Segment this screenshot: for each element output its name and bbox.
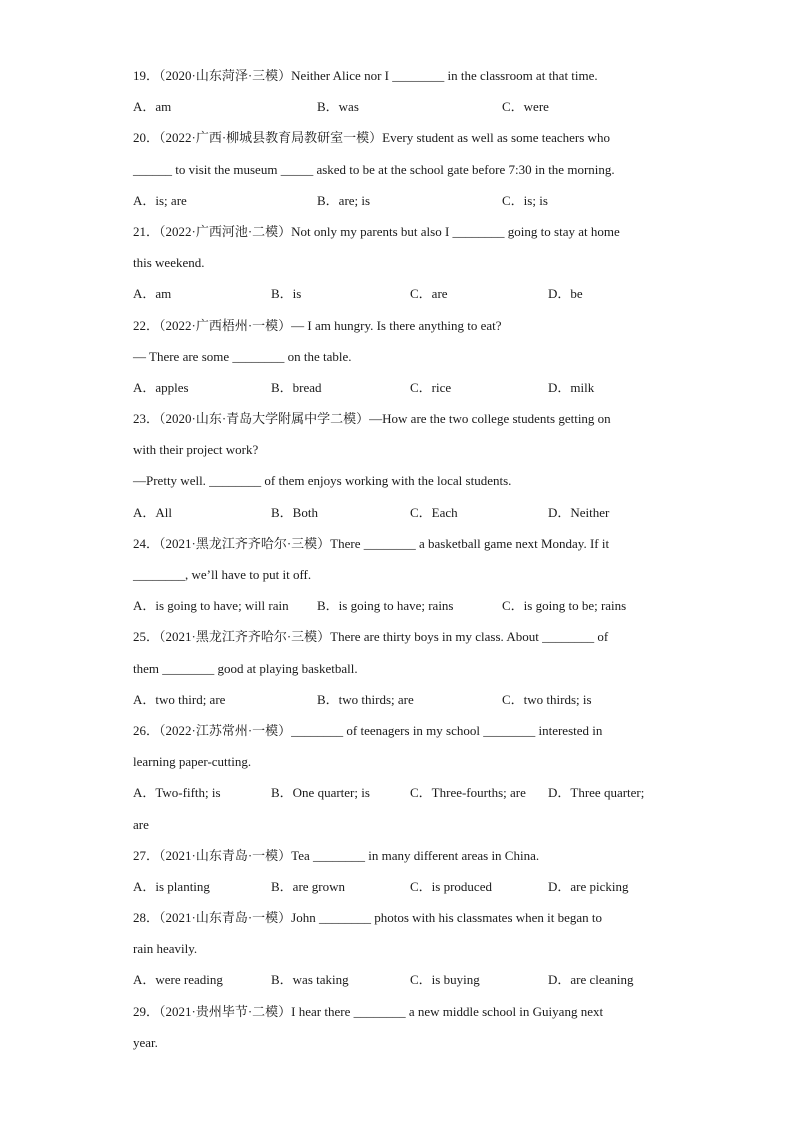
answer-option[interactable]: A．two third; are [133,691,226,707]
answer-option[interactable]: B．Both [271,504,318,520]
answer-option[interactable]: B．two thirds; are [317,691,414,707]
question-sheet [133,60,663,1058]
question-block [133,715,663,840]
answer-option[interactable]: C．rice [410,379,452,395]
answer-option[interactable]: A．is planting [133,878,210,894]
answer-option[interactable]: B．was [317,99,359,115]
answer-option[interactable]: A．am [133,99,172,115]
question-stem: 23．（2020·山东·青岛大学附属中学二模）—How are the two college students getting on [133,411,611,427]
options-row [133,684,663,715]
question-block [133,996,663,1058]
answer-option[interactable]: C．is buying [410,972,480,988]
options-row [133,91,663,122]
answer-option[interactable]: C．were [502,99,549,115]
answer-option[interactable]: C．is; is [502,192,548,208]
answer-option[interactable]: A．am [133,286,172,302]
options-row [133,278,663,309]
answer-option[interactable]: A．is; are [133,192,187,208]
answer-option[interactable]: B．bread [271,379,322,395]
question-stem-continued: learning paper-cutting. [133,754,252,770]
question-stem-continued: ________, we’ll have to put it off. [133,567,312,582]
question-stem: 19．（2020·山东菏泽·三模）Neither Alice nor I ________ in the classroom at that time. [133,68,598,83]
answer-option[interactable]: B．was taking [271,972,349,988]
answer-option[interactable]: C．is produced [410,878,492,894]
question-stem-continued: —Pretty well. ________ of them enjoys working with the local students. [133,473,512,489]
answer-option[interactable]: D．are cleaning [548,972,634,988]
question-stem: 26．（2022·江苏常州·一模）________ of teenagers in my school ________ interested in [133,722,603,738]
question-block [133,60,663,122]
options-row [133,964,663,995]
question-block [133,310,663,404]
answer-option[interactable]: C．are [410,286,448,302]
question-stem: 20．（2022·广西·柳城县教育局教研室一模）Every student as well as some teachers who [133,130,610,146]
question-block [133,403,663,528]
answer-option[interactable]: A．All [133,504,173,520]
answer-option[interactable]: D．Neither [548,504,610,520]
question-stem: 22．（2022·广西梧州·一模）— I am hungry. Is there anything to eat? [133,317,502,333]
answer-option[interactable]: A．were reading [133,972,223,988]
question-stem-continued: rain heavily. [133,941,198,957]
question-stem: 29．（2021·贵州毕节·二模）I hear there ________ a new middle school in Guiyang next [133,1003,604,1019]
question-stem-continued: with their project work? [133,442,259,458]
question-block [133,840,663,902]
question-block [133,216,663,310]
question-block [133,621,663,715]
question-stem-continued: them ________ good at playing basketball. [133,660,358,676]
options-row [133,185,663,216]
answer-option[interactable]: C．Three-fourths; are [410,785,526,801]
question-stem-continued: year. [133,1034,158,1050]
answer-option[interactable]: B．are grown [271,878,346,894]
question-stem: 28．（2021·山东青岛·一模）John ________ photos with his classmates when it began to [133,910,603,926]
options-row [133,871,663,902]
answer-option[interactable]: D．milk [548,379,595,395]
question-stem: 21．（2022·广西河池·二模）Not only my parents but also I ________ going to stay at home [133,223,620,239]
answer-option[interactable]: B．is [271,286,302,302]
question-block [133,528,663,622]
question-stem-continued: ______ to visit the museum _____ asked to be at the school gate before 7:30 in the morning. [133,161,615,177]
question-stem-continued: this weekend. [133,255,205,271]
question-stem: 25．（2021·黑龙江齐齐哈尔·三模）There are thirty boys in my class. About ________ of [133,629,609,645]
answer-option[interactable]: B．is going to have; rains [317,598,454,614]
question-block [133,902,663,996]
options-row [133,777,663,808]
question-stem: 27．（2021·山东青岛·一模）Tea ________ in many different areas in China. [133,847,540,863]
options-row [133,590,663,621]
answer-option[interactable]: A．apples [133,379,189,395]
answer-option[interactable]: B．are; is [317,192,371,208]
answer-option[interactable]: A．is going to have; will rain [133,598,289,614]
answer-option[interactable]: D．be [548,286,583,302]
answer-option[interactable]: D．are picking [548,878,629,894]
answer-option[interactable]: C．two thirds; is [502,691,592,707]
answer-option[interactable]: B．One quarter; is [271,785,370,801]
question-stem: 24．（2021·黑龙江齐齐哈尔·三模）There ________ a basketball game next Monday. If it [133,535,610,551]
option-continued: are [133,816,149,832]
options-row [133,497,663,528]
answer-option[interactable]: C．is going to be; rains [502,598,627,614]
answer-option[interactable]: D．Three quarter; [548,785,645,801]
question-stem-continued: — There are some ________ on the table. [133,348,352,364]
answer-option[interactable]: C．Each [410,504,458,520]
options-row [133,372,663,403]
answer-option[interactable]: A．Two-fifth; is [133,785,221,801]
question-block [133,122,663,216]
